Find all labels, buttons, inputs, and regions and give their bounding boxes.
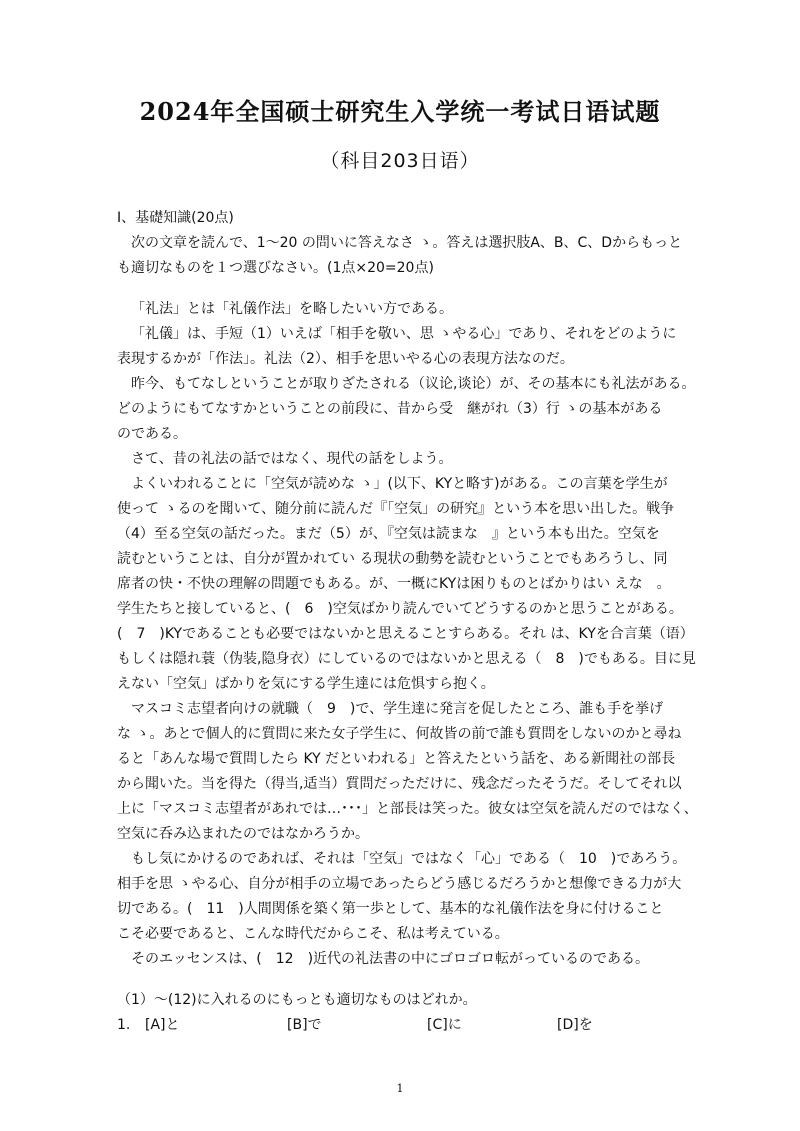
section-heading: I、基礎知識(20点) — [117, 210, 234, 226]
exam-subtitle: （科目203日语） — [320, 150, 480, 172]
exam-title: 2024年全国硕士研究生入学统一考试日语试题 — [139, 97, 661, 126]
passage-line: 使って ゝるのを聞いて、随分前に読んだ『「空気」の研究』という本を思い出した。戦争 — [117, 501, 675, 517]
option-a: [A]と — [145, 1017, 180, 1033]
passage-line: 表現するかが「作法」。礼法（2）、相手を思いやる心の表現方法なのだ。 — [117, 351, 574, 367]
page-number: 1 — [396, 1082, 404, 1095]
passage-line: もし気にかけるのであれば、それは「空気」ではなく「心」である（ 10 )であろう。 — [131, 851, 687, 867]
passage-line: （4）至る空気の話だった。まだ（5）が、『空気は読まな 』という本も出た。空気を — [117, 526, 660, 542]
spacer — [117, 972, 697, 988]
passage-line: ると「あんな場で質問したら KY だといわれる」と答えたという話を、ある新聞社の部長 — [117, 751, 676, 767]
spacer — [117, 281, 697, 297]
reading-passage — [117, 297, 697, 972]
question-number: 1. — [117, 1017, 131, 1033]
passage-line: 上に「マスコミ志望者があれでは…･･･」と部長は笑った。彼女は空気を読んだのではなく、 — [117, 801, 698, 817]
passage-line: 学生たちと接していると、( 6 )空気ばかり読んでいてどうするのかと思うことがある。 — [117, 601, 683, 617]
option-c: [C]に — [427, 1017, 462, 1033]
passage-line: そのエッセンスは、( 12 )近代の礼法書の中にゴロゴロ転がっているのである。 — [131, 951, 650, 967]
passage-line: マスコミ志望者向けの就職（ 9 )で、学生達に発言を促したところ、誰も手を挙げ — [131, 701, 664, 717]
question-prompt: （1）〜(12)に入れるのにもっとも適切なものはどれか。 — [117, 992, 477, 1008]
option-d: [D]を — [557, 1017, 593, 1033]
passage-line: 「礼儀」は、手短（1）いえば「相手を敬い、思 ゝやる心」であり、それをどのように — [131, 326, 677, 342]
passage-line: 「礼法」とは「礼儀作法」を略したいい方である。 — [131, 301, 453, 317]
document-body — [117, 206, 697, 1038]
question-1-options — [117, 1013, 697, 1038]
passage-line: ( 7 )KYであることも必要ではないかと思えることすらある。それ は、KYを合言葉（语） — [117, 626, 694, 642]
passage-line: 読むということは、自分が置かれてい る現状の動勢を読むということでもあろうし、同 — [117, 551, 668, 567]
passage-line: から聞いた。当を得た（得当,适当）質問だっただけに、残念だったそうだ。そしてそれ以 — [117, 776, 682, 792]
instruction-line: も適切なものを１つ選びなさい。(1点×20=20点) — [117, 260, 434, 276]
instruction-line: 次の文章を読んで、1〜20 の問いに答えなさ ゝ。答えは選択肢A、B、C、Dからもっと — [131, 235, 683, 251]
passage-line: 相手を思 ゝやる心、自分が相手の立場であったらどう感じるだろうかと想像できる力が大 — [117, 876, 682, 892]
option-b: [B]で — [287, 1017, 322, 1033]
passage-line: 昨今、もてなしということが取りざたされる（议论,谈论）が、その基本にも礼法がある。 — [131, 376, 696, 392]
passage-line: よくいわれることに「空気が読めな ゝ」(以下、KYと略す)がある。この言葉を学生が — [131, 476, 668, 492]
passage-line: どのようにもてなすかということの前段に、昔から受 継がれ（3）行 ゝの基本がある — [117, 401, 663, 417]
passage-line: えない「空気」ばかりを気にする学生達には危惧すら抱く。 — [117, 676, 495, 692]
passage-line: のである。 — [117, 426, 187, 442]
passage-line: 空気に呑み込まれたのではなかろうか。 — [117, 826, 369, 842]
passage-line: 切である。( 11 )人間関係を築く第一歩として、基本的な礼儀作法を身に付けること — [117, 901, 664, 917]
passage-line: さて、昔の礼法の話ではなく、現代の話をしよう。 — [131, 451, 453, 467]
passage-line: 席者の快・不快の理解の問題でもある。が、一概にKYは困りものとばかりはい えな 。 — [117, 576, 671, 592]
passage-line: な ゝ。あとで個人的に質問に来た女子学生に、何故皆の前で誰も質問をしないのかと尋ね — [117, 726, 682, 742]
passage-line: こそ必要であると、こんな時代だからこそ、私は考えている。 — [117, 926, 509, 942]
passage-line: もしくは隠れ蓑（伪装,隐身衣）にしているのではないかと思える（ 8 )でもある。目に見 — [117, 651, 696, 667]
